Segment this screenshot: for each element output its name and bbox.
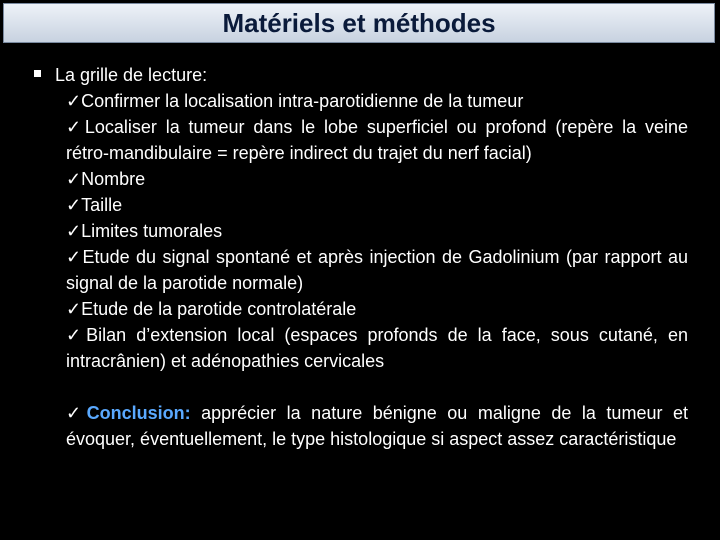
checkmark-icon: ✓ — [66, 221, 82, 241]
list-item: ✓Etude du signal spontané et après injection de Gadolinium (par rapport au signal de la parotide normale) — [66, 247, 688, 293]
list-item: ✓Bilan d’extension local (espaces profonds de la face, sous cutané, en intracrânien) et adénopathies cervicales — [66, 325, 688, 371]
conclusion-item — [66, 400, 688, 452]
check-list — [66, 88, 688, 452]
conclusion-text: apprécier la nature bénigne ou maligne de la tumeur et évoquer, éventuellement, le type histologique si aspect assez caractéristique — [66, 403, 688, 449]
checkmark-icon: ✓ — [66, 247, 83, 267]
list-item: ✓Nombre — [66, 169, 146, 189]
list-item: ✓Limites tumorales — [66, 221, 223, 241]
checkmark-icon: ✓ — [66, 325, 87, 345]
square-bullet-icon — [34, 70, 41, 77]
list-item: ✓Confirmer la localisation intra-parotidienne de la tumeur — [66, 91, 524, 111]
title-bar — [3, 3, 715, 43]
bullet-text: La grille de lecture: — [55, 65, 208, 85]
checkmark-icon: ✓ — [66, 299, 82, 319]
main-bullet — [28, 62, 688, 88]
checkmark-icon: ✓ — [66, 195, 82, 215]
slide-title: Matériels et méthodes — [222, 7, 496, 38]
checkmark-icon: ✓ — [66, 91, 82, 111]
list-item: ✓Etude de la parotide controlatérale — [66, 299, 357, 319]
checkmark-icon: ✓ — [66, 117, 85, 137]
checkmark-icon: ✓ — [66, 403, 87, 423]
slide-content — [28, 62, 688, 452]
checkmark-icon: ✓ — [66, 169, 82, 189]
list-item: ✓Taille — [66, 195, 123, 215]
list-item: ✓Localiser la tumeur dans le lobe superficiel ou profond (repère la veine rétro-mandibulaire = repère indirect du trajet du nerf facial) — [66, 117, 688, 163]
conclusion-label: Conclusion: — [86, 403, 191, 423]
